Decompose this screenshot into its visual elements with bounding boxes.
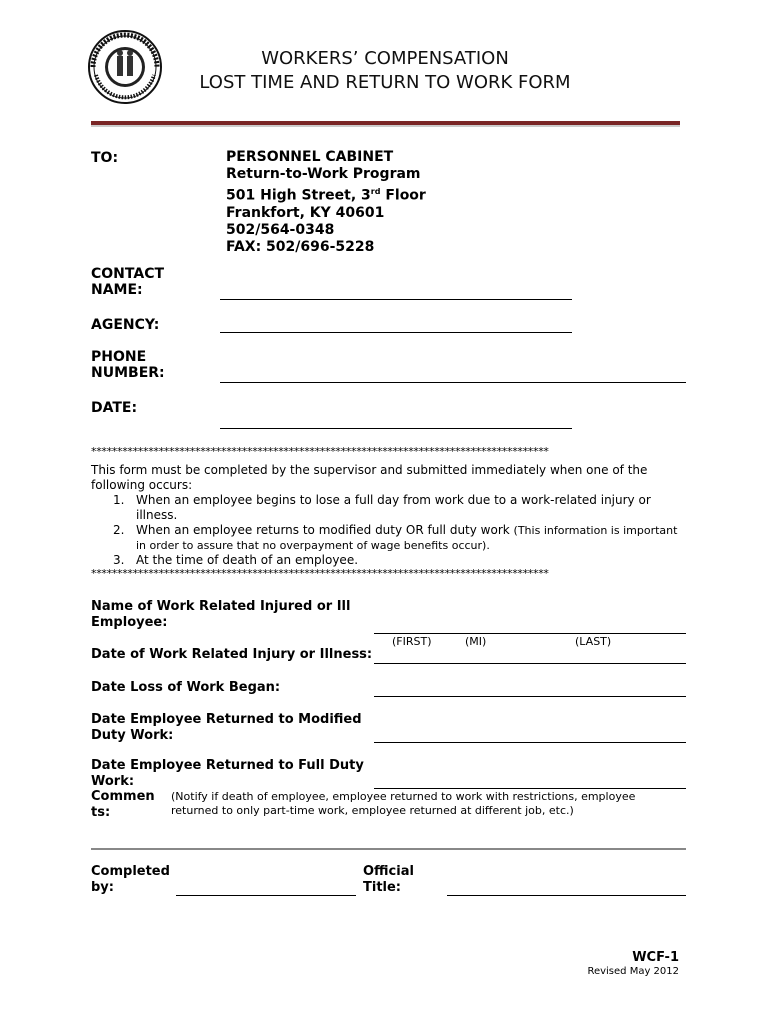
form-title-line2: LOST TIME AND RETURN TO WORK FORM	[199, 72, 571, 93]
instruction-number: 3.	[113, 553, 125, 567]
employee-name-label: Name of Work Related Injured or Ill Employee:	[91, 599, 351, 630]
instructions-intro: This form must be completed by the supervisor and submitted immediately when one of the following occurs:	[91, 463, 648, 492]
instruction-item: When an employee begins to lose a full day from work due to a work-related injury or illness.	[136, 493, 651, 522]
agency-label: AGENCY:	[91, 317, 160, 333]
date-field[interactable]	[220, 428, 572, 429]
full-duty-label: Date Employee Returned to Full Duty Work:	[91, 758, 364, 789]
address-line: FAX: 502/696-5228	[226, 238, 375, 255]
comments-label: Commen ts:	[91, 789, 155, 820]
injury-date-field[interactable]	[374, 663, 686, 664]
completed-by-label: Completed by:	[91, 864, 170, 895]
official-title-label: Official Title:	[363, 864, 414, 895]
separator-stars: ****************************************************************************************	[91, 568, 549, 580]
header-rule	[91, 121, 680, 125]
contact-name-field[interactable]	[220, 299, 572, 300]
modified-duty-field[interactable]	[374, 742, 686, 743]
date-label: DATE:	[91, 400, 138, 416]
address-line: Return-to-Work Program	[226, 166, 421, 182]
injury-date-label: Date of Work Related Injury or Illness:	[91, 647, 373, 662]
full-duty-field[interactable]	[374, 788, 686, 789]
official-title-field[interactable]	[447, 895, 686, 896]
section-divider	[91, 848, 686, 850]
employee-name-field[interactable]	[374, 633, 686, 634]
modified-duty-label: Date Employee Returned to Modified Duty Work:	[91, 712, 362, 743]
loss-date-label: Date Loss of Work Began:	[91, 680, 281, 695]
loss-date-field[interactable]	[374, 696, 686, 697]
comments-note: (Notify if death of employee, employee returned to work with restrictions, employee returned to only part-time work, employee returned at different job, etc.)	[171, 790, 636, 817]
state-seal	[88, 30, 162, 104]
form-id: WCF-1	[632, 950, 679, 965]
instruction-item: When an employee returns to modified duty OR full duty work (This information is important in order to assure that no overpayment of wage benefits occur).	[136, 523, 678, 552]
form-title-line1: WORKERS’ COMPENSATION	[261, 48, 509, 69]
address-line: 501 High Street, 3rd Floor	[226, 187, 426, 204]
instruction-item: At the time of death of an employee.	[136, 553, 359, 567]
middle-initial-hint: (MI)	[465, 635, 487, 648]
address-line: Frankfort, KY 40601	[226, 204, 385, 221]
instruction-number: 2.	[113, 523, 125, 537]
phone-number-label: PHONE NUMBER:	[91, 349, 165, 381]
first-name-hint: (FIRST)	[392, 635, 432, 648]
completed-by-field[interactable]	[176, 895, 356, 896]
revision-date: Revised May 2012	[587, 966, 679, 977]
separator-stars: ****************************************************************************************	[91, 446, 549, 458]
phone-number-field[interactable]	[220, 382, 686, 383]
instruction-number: 1.	[113, 493, 125, 507]
address-line: PERSONNEL CABINET	[226, 149, 394, 165]
recipient-address	[226, 149, 426, 256]
to-label: TO:	[91, 150, 119, 166]
last-name-hint: (LAST)	[575, 635, 612, 648]
agency-field[interactable]	[220, 332, 572, 333]
contact-name-label: CONTACT NAME:	[91, 266, 165, 298]
address-line: 502/564-0348	[226, 221, 335, 238]
